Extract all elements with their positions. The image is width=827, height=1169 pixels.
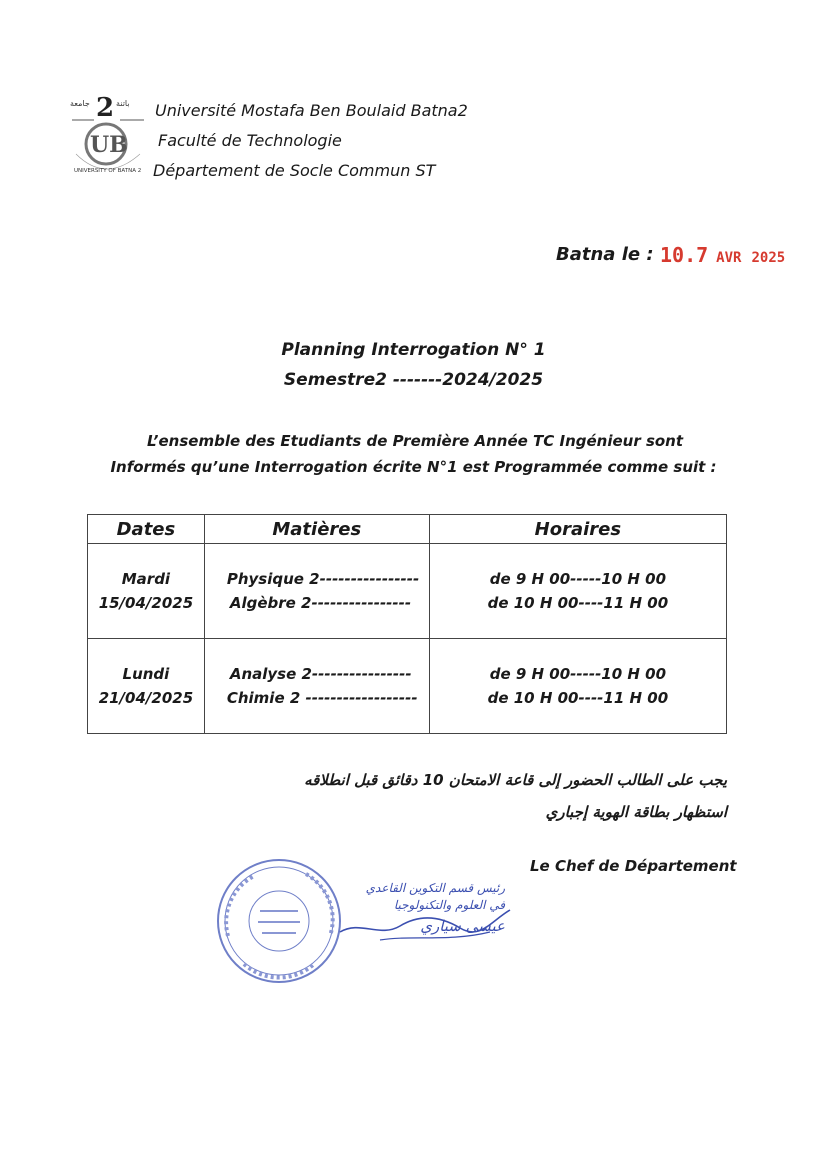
time-slot: de 10 H 00----11 H 00 xyxy=(487,689,669,707)
row-date-cell xyxy=(88,544,205,639)
stamp-line-2: في العلوم والتكنولوجيا xyxy=(393,898,505,912)
table-header-row xyxy=(88,515,727,544)
time-slot: de 9 H 00-----10 H 00 xyxy=(489,570,667,588)
header-subjects: Matières xyxy=(204,515,429,544)
time-slot: de 10 H 00----11 H 00 xyxy=(487,594,669,612)
intro-line-1: L’ensemble des Etudiants de Première Année TC Ingénieur sont xyxy=(146,432,684,450)
row-times-cell xyxy=(429,544,726,639)
department-name: Département de Socle Commun ST xyxy=(153,161,436,180)
document-title: Planning Interrogation N° 1 xyxy=(281,340,546,360)
logo-caption: UNIVERSITY OF BATNA 2 xyxy=(74,168,142,174)
subject-item: Chimie 2 ------------------ xyxy=(226,689,418,707)
header-times: Horaires xyxy=(429,515,726,544)
university-logo xyxy=(68,92,148,176)
signatory-title: Le Chef de Département xyxy=(530,857,737,875)
row-subjects-cell xyxy=(204,544,429,639)
svg-text:UB: UB xyxy=(90,132,128,158)
time-slot: de 9 H 00-----10 H 00 xyxy=(489,665,667,683)
svg-text:2: 2 xyxy=(96,93,115,123)
svg-text:جامعة: جامعة xyxy=(70,99,90,108)
stamp-year: 2025 xyxy=(751,250,786,266)
subject-item: Algèbre 2---------------- xyxy=(229,594,412,612)
exam-schedule-table xyxy=(87,514,727,734)
subject-item: Physique 2---------------- xyxy=(226,570,420,588)
header-dates: Dates xyxy=(88,515,205,544)
date-label: Batna le : xyxy=(556,244,654,265)
row-date: 21/04/2025 xyxy=(98,689,194,707)
table-row xyxy=(88,639,727,734)
intro-line-2: Informés qu’une Interrogation écrite N°1 est Programmée comme suit : xyxy=(110,458,717,476)
semester-line: Semestre2 -------2024/2025 xyxy=(283,370,544,390)
row-subjects-cell xyxy=(204,639,429,734)
table-row xyxy=(88,544,727,639)
row-day: Lundi xyxy=(122,665,170,683)
arabic-notice-line-1: يجب على الطالب الحضور إلى قاعة الامتحان 10 دقائق قبل انطلاقه xyxy=(304,771,727,789)
subject-item: Analyse 2---------------- xyxy=(229,665,412,683)
row-day: Mardi xyxy=(121,570,171,588)
stamp-day: 10.7 xyxy=(660,243,709,267)
faculty-name: Faculté de Technologie xyxy=(158,131,342,150)
arabic-notice-line-2: استظهار بطاقة الهوية إجباري xyxy=(545,803,727,821)
university-name: Université Mostafa Ben Boulaid Batna2 xyxy=(155,101,468,120)
handwritten-signature xyxy=(320,880,520,950)
signer-name: عيسى سياري xyxy=(420,917,505,935)
stamp-line-1: رئيس قسم التكوين القاعدي xyxy=(365,881,505,895)
institution-block xyxy=(155,96,468,186)
row-date-cell xyxy=(88,639,205,734)
stamp-month: AVR xyxy=(716,250,742,266)
row-times-cell xyxy=(429,639,726,734)
svg-text:باتنة: باتنة xyxy=(116,99,130,108)
intro-paragraph xyxy=(0,428,827,480)
row-date: 15/04/2025 xyxy=(98,594,194,612)
date-stamp xyxy=(660,243,785,267)
arabic-notice xyxy=(304,764,727,828)
